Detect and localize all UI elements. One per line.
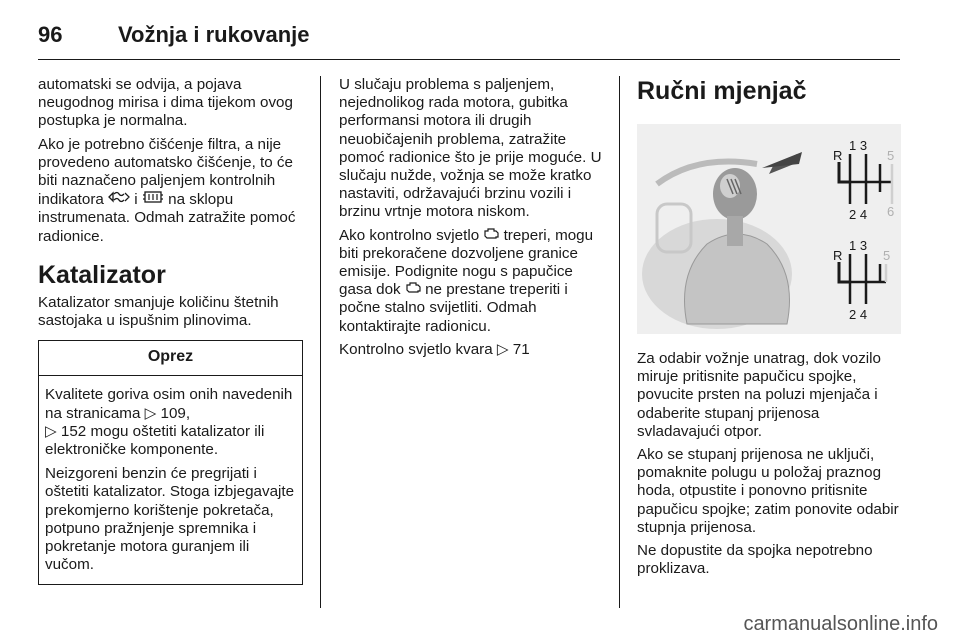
text-span: Kvalitete goriva osim onih navedenih na stranicama <box>45 386 293 422</box>
lower-gear-r: R <box>833 248 843 263</box>
engine-warning-icon <box>405 281 421 299</box>
paragraph <box>45 386 296 459</box>
section-heading: Katalizator <box>38 260 166 289</box>
paragraph <box>339 227 607 336</box>
glow-plug-icon <box>142 190 164 209</box>
page-ref-link[interactable]: 71 <box>512 340 530 358</box>
upper-gear-1-3: 1 3 <box>849 138 868 153</box>
page-title: Vožnja i rukovanje <box>118 22 310 47</box>
left-column <box>38 76 306 585</box>
caution-body <box>39 376 302 584</box>
lower-gear-5: 5 <box>883 248 891 263</box>
text-span: treperi, mogu biti prekoračene dozvoljene granice emisije. Podignite nogu s papučice gasa dok <box>339 226 594 299</box>
text-span: Kontrolno svjetlo kvara <box>339 340 497 358</box>
column-divider-1 <box>320 76 321 608</box>
text-span: i <box>130 191 142 209</box>
page-ref-link[interactable]: 152 <box>60 422 87 440</box>
header-divider <box>38 59 900 60</box>
paragraph: automatski se odvija, a pojava neugodnog mirisa i dima tijekom ovog postupka je normalna. <box>38 76 293 130</box>
middle-column <box>339 76 607 364</box>
caution-box <box>38 340 303 585</box>
lower-gear-2-4: 2 4 <box>849 307 868 322</box>
paragraph <box>38 136 306 246</box>
watermark: carmanualsonline.info <box>743 613 938 635</box>
paragraph: Ako se stupanj prijenosa ne uključi, pomaknite polugu u položaj praznog hoda, otpustite i ponovno pritisnite papučicu spojke; zatim ponovite odabir stupnja prijenosa. <box>637 446 899 536</box>
caution-title: Oprez <box>39 341 302 376</box>
paragraph: U slučaju problema s paljenjem, nejednolikog rada motora, gubitka performansi motora ili drugih neuobičajenih problema, zatražite pomoć radionice što je prije moguće. U slučaju nužde, vožnja se može kratko nastaviti, održavajući brzinu vozili i brzinu vrtnje motora niskom. <box>339 76 602 221</box>
upper-gear-2-4: 2 4 <box>849 207 868 222</box>
section-heading: Ručni mjenjač <box>637 77 807 105</box>
upper-gear-6: 6 <box>887 204 895 219</box>
right-column <box>637 76 905 583</box>
upper-gear-r: R <box>833 148 843 163</box>
page-number: 96 <box>38 22 63 47</box>
page-ref-icon: ▷ <box>45 422 61 440</box>
engine-warning-icon <box>483 227 499 245</box>
text-span: na sklopu instrumenata. Odmah zatražite pomoć radionice. <box>38 191 296 245</box>
upper-gear-5: 5 <box>887 148 895 163</box>
paragraph: Za odabir vožnje unatrag, dok vozilo miruje pritisnite papučicu spojke, povucite prsten na poluzi mjenjača i odaberite stupanj prijenosa svladavajući otpor. <box>637 350 881 440</box>
text-span: ne prestane treperiti i počne stalno svijetliti. Odmah kontaktirajte radionicu. <box>339 281 568 335</box>
text-span: mogu oštetiti katalizator ili elektroničke komponente. <box>45 422 265 459</box>
text-span: Ako je potrebno čišćenje filtra, a nije provedeno automatsko čišćenje, to će biti naznačeno paljenjem kontrolnih indikatora <box>38 135 293 209</box>
column-divider-2 <box>619 76 620 608</box>
page-ref-icon: ▷ <box>144 404 161 422</box>
page-ref-icon: ▷ <box>496 340 513 358</box>
paragraph <box>339 341 607 359</box>
text-span: Ako kontrolno svjetlo <box>339 226 484 244</box>
paragraph: Katalizator smanjuje količinu štetnih sastojaka u ispušnim plinovima. <box>38 293 279 330</box>
gearshift-illustration <box>637 124 901 334</box>
paragraph: Neizgoreni benzin će pregrijati i oštetiti katalizator. Stoga izbjegavajte prekomjerno korištenje pokretača, potpuno pražnjenje spremnika i pokretanje motora guranjem ili vučom. <box>45 465 295 574</box>
page-ref-link[interactable]: 109, <box>160 404 191 422</box>
right-text <box>637 350 905 578</box>
diesel-filter-icon <box>108 191 130 209</box>
lower-gear-1-3: 1 3 <box>849 238 868 253</box>
paragraph: Ne dopustite da spojka nepotrebno proklizava. <box>637 542 873 578</box>
